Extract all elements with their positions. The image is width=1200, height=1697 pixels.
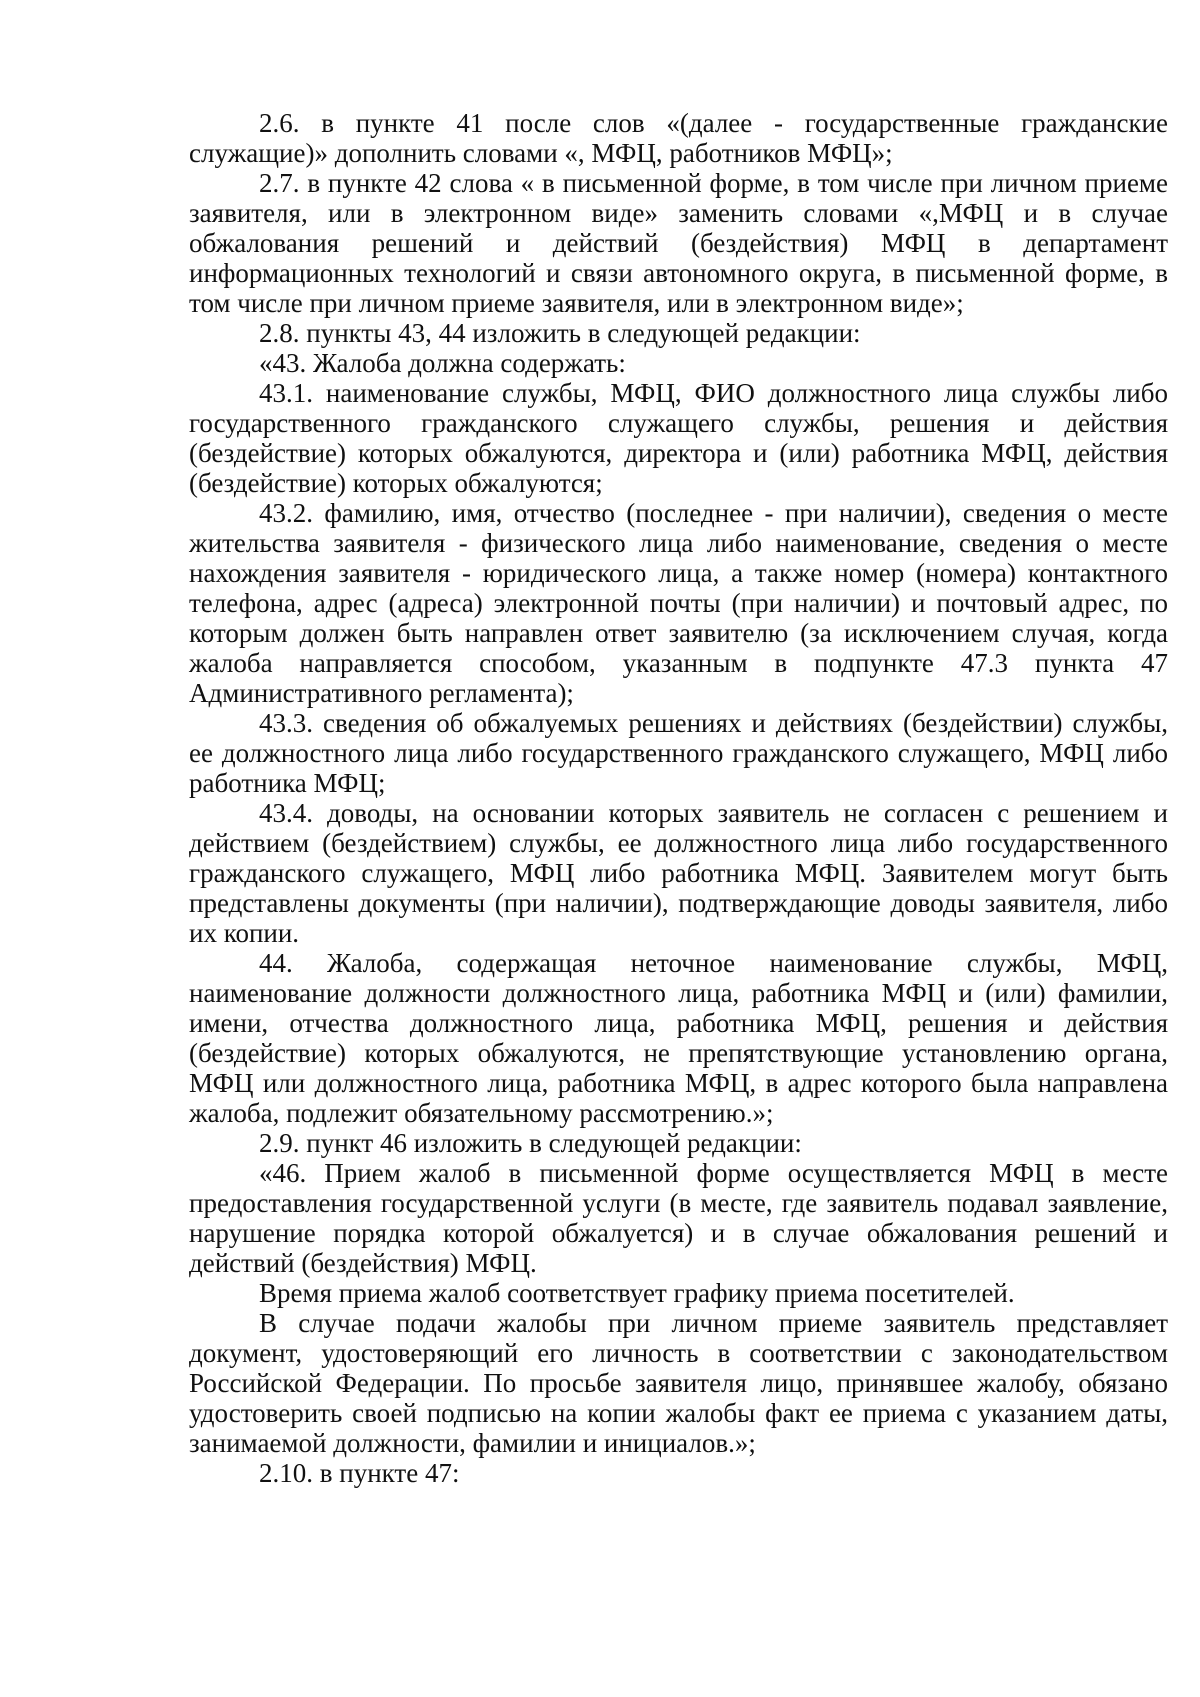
paragraph-2-6: 2.6. в пункте 41 после слов «(далее - государственные гражданские служащие)» дополнить словами «, МФЦ, работников МФЦ»;: [189, 108, 1168, 168]
paragraph-43-3: 43.3. сведения об обжалуемых решениях и действиях (бездействии) службы, ее должностного лица либо государственного гражданского служащего, МФЦ либо работника МФЦ;: [189, 708, 1168, 798]
paragraph-reception-time: Время приема жалоб соответствует графику приема посетителей.: [259, 1278, 1015, 1308]
paragraph-personal-reception: В случае подачи жалобы при личном приеме заявитель представляет документ, удостоверяющий его личность в соответствии с законодательством Российской Федерации. По просьбе заявителя лицо, принявшее жалобу, обязано удостоверить своей подписью на копии жалобы факт ее приема с указанием даты, занимаемой должности, фамилии и инициалов.»;: [189, 1308, 1168, 1458]
document-body: [189, 108, 1168, 1488]
paragraph-2-7: 2.7. в пункте 42 слова « в письменной форме, в том числе при личном приеме заявителя, или в электронном виде» заменить словами «,МФЦ и в случае обжалования решений и действий (бездействия) МФЦ в департамент информационных технологий и связи автономного округа, в письменной форме, в том числе при личном приеме заявителя, или в электронном виде»;: [189, 168, 1168, 318]
paragraph-2-9: 2.9. пункт 46 изложить в следующей редакции:: [259, 1128, 802, 1158]
paragraph-43-2: 43.2. фамилию, имя, отчество (последнее - при наличии), сведения о месте жительства заявителя - физического лица либо наименование, сведения о месте нахождения заявителя - юридического лица, а также номер (номера) контактного телефона, адрес (адреса) электронной почты (при наличии) и почтовый адрес, по которым должен быть направлен ответ заявителю (за исключением случая, когда жалоба направляется способом, указанным в подпункте 47.3 пункта 47 Административного регламента);: [189, 498, 1168, 708]
paragraph-2-10: 2.10. в пункте 47:: [259, 1458, 460, 1488]
paragraph-43-4: 43.4. доводы, на основании которых заявитель не согласен с решением и действием (бездействием) службы, ее должностного лица либо государственного гражданского служащего, МФЦ либо работника МФЦ. Заявителем могут быть представлены документы (при наличии), подтверждающие доводы заявителя, либо их копии.: [189, 798, 1168, 948]
paragraph-44: 44. Жалоба, содержащая неточное наименование службы, МФЦ, наименование должности должностного лица, работника МФЦ и (или) фамилии, имени, отчества должностного лица, работника МФЦ, решения и действия (бездействие) которых обжалуются, не препятствующие установлению органа, МФЦ или должностного лица, работника МФЦ, в адрес которого была направлена жалоба, подлежит обязательному рассмотрению.»;: [189, 948, 1168, 1128]
paragraph-2-8: 2.8. пункты 43, 44 изложить в следующей редакции:: [259, 318, 861, 348]
paragraph-46: «46. Прием жалоб в письменной форме осуществляется МФЦ в месте предоставления государственной услуги (в месте, где заявитель подавал заявление, нарушение порядка которой обжалуется) и в случае обжалования решений и действий (бездействия) МФЦ.: [189, 1158, 1168, 1278]
paragraph-43-1: 43.1. наименование службы, МФЦ, ФИО должностного лица службы либо государственного гражданского служащего службы, решения и действия (бездействие) которых обжалуются, директора и (или) работника МФЦ, действия (бездействие) которых обжалуются;: [189, 378, 1168, 498]
paragraph-43: «43. Жалоба должна содержать:: [259, 348, 626, 378]
